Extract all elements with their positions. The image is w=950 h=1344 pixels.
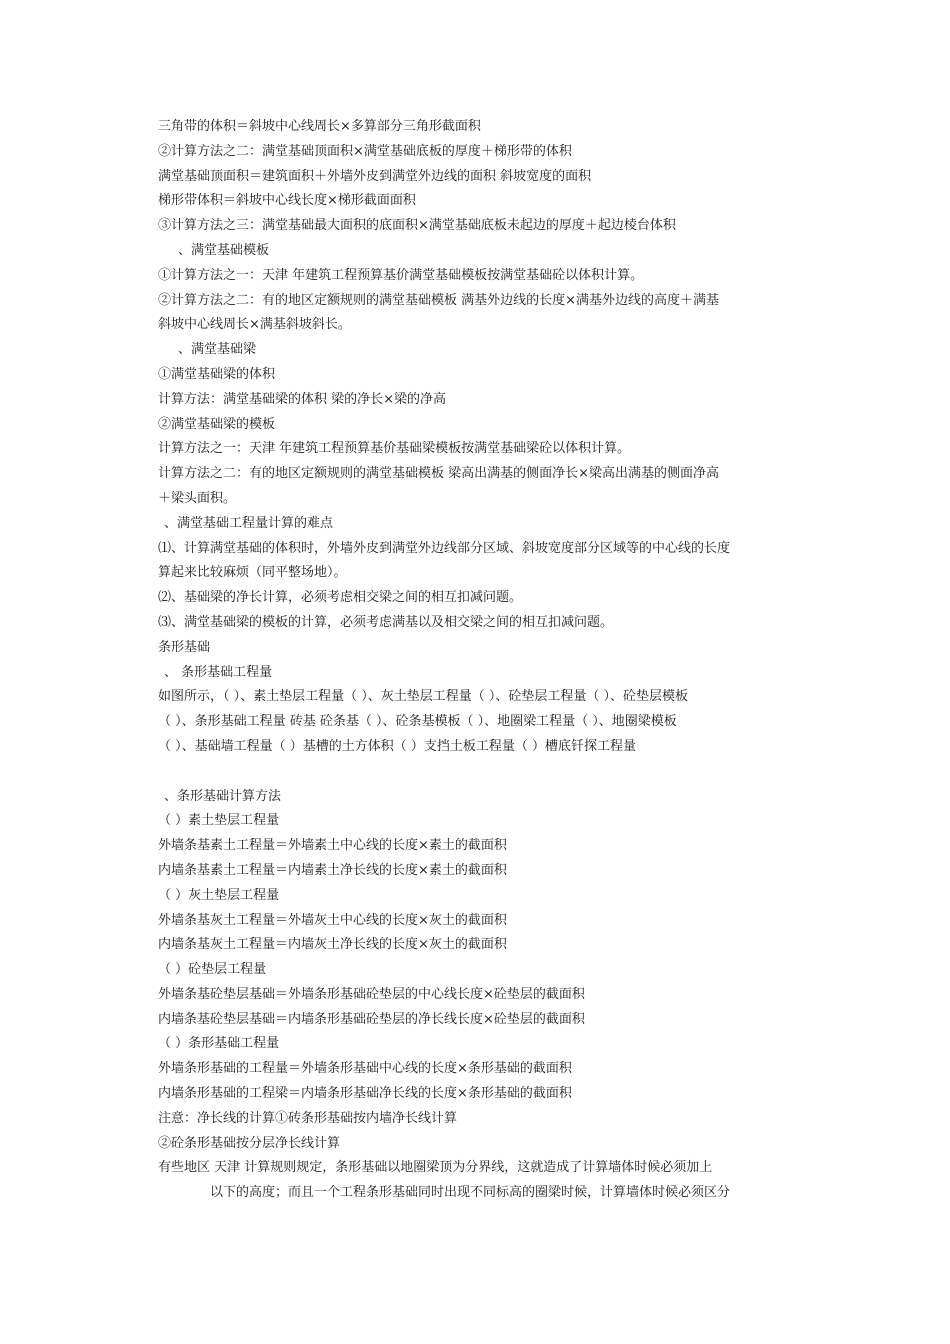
text-line: ②计算方法之二：满堂基础顶面积×满堂基础底板的厚度＋梯形带的体积 (158, 143, 572, 159)
text-line: 有些地区 天津 计算规则规定，条形基础以地圈梁顶为分界线，这就造成了计算墙体时候必须加上 (158, 1160, 713, 1176)
text-line: ＋梁头面积。 (158, 490, 237, 506)
text-line: 外墙条基砼垫层基础＝外墙条形基础砼垫层的中心线长度×砼垫层的截面积 (158, 986, 585, 1002)
text-line: （ ）条形基础工程量 (158, 1036, 280, 1052)
text-line: 计算方法：满堂基础梁的体积 梁的净长×梁的净高 (158, 391, 447, 407)
text-line: 算起来比较麻烦（同平整场地）。 (158, 565, 347, 581)
text-line: ⑵、基础梁的净长计算，必须考虑相交梁之间的相互扣减问题。 (158, 590, 523, 606)
text-line: 外墙条基素土工程量＝外墙素土中心线的长度×素土的截面积 (158, 838, 507, 854)
document-body (158, 115, 790, 1206)
section-heading: 、条形基础计算方法 (164, 788, 282, 804)
text-line: 斜坡中心线周长×满基斜坡斜长。 (158, 317, 351, 333)
section-heading: 、 条形基础工程量 (164, 664, 273, 680)
text-line: 以下的高度；而且一个工程条形基础同时出现不同标高的圈梁时候，计算墙体时候必须区分 (210, 1185, 731, 1201)
text-line: 如图所示，（ ）、素土垫层工程量（ ）、灰土垫层工程量（ ）、砼垫层工程量（ ）、砼垫层模板 (158, 689, 689, 705)
text-line: 内墙条基砼垫层基础＝内墙条形基础砼垫层的净长线长度×砼垫层的截面积 (158, 1011, 585, 1027)
text-line: （ ）砼垫层工程量 (158, 962, 267, 978)
text-line: 内墙条形基础的工程梁＝内墙条形基础净长线的长度×条形基础的截面积 (158, 1086, 572, 1102)
text-line: 计算方法之二：有的地区定额规则的满堂基础模板 梁高出满基的侧面净长×梁高出满基的侧面净高 (158, 466, 720, 482)
text-line: ②砼条形基础按分层净长线计算 (158, 1135, 341, 1151)
blank-line (158, 760, 790, 785)
section-heading: 、满堂基础工程量计算的难点 (164, 515, 334, 531)
text-line: 计算方法之一：天津 年建筑工程预算基价基础梁模板按满堂基础梁砼以体积计算。 (158, 441, 631, 457)
text-line: 内墙条基灰土工程量＝内墙灰土净长线的长度×灰土的截面积 (158, 937, 507, 953)
text-line: （ ）、条形基础工程量 砖基 砼条基（ ）、砼条基模板（ ）、地圈梁工程量（ ）、地圈梁模板 (158, 714, 677, 730)
text-line: （ ）、基础墙工程量（ ）基槽的土方体积（ ）支挡土板工程量（ ）槽底钎探工程量 (158, 738, 637, 754)
text-line: ②满堂基础梁的模板 (158, 416, 276, 432)
text-line: （ ）素土垫层工程量 (158, 813, 280, 829)
text-line: 满堂基础顶面积＝建筑面积＋外墙外皮到满堂外边线的面积 斜坡宽度的面积 (158, 168, 592, 184)
text-line: ①满堂基础梁的体积 (158, 366, 276, 382)
text-line: ①计算方法之一：天津 年建筑工程预算基价满堂基础模板按满堂基础砼以体积计算。 (158, 267, 644, 283)
section-heading: 、满堂基础模板 (178, 242, 270, 258)
text-line: 内墙条基素土工程量＝内墙素土净长线的长度×素土的截面积 (158, 862, 507, 878)
text-line: 外墙条基灰土工程量＝外墙灰土中心线的长度×灰土的截面积 (158, 912, 507, 928)
text-line: ⑴、计算满堂基础的体积时，外墙外皮到满堂外边线部分区域、斜坡宽度部分区域等的中心线的长度 (158, 540, 731, 556)
text-line: ②计算方法之二：有的地区定额规则的满堂基础模板 满基外边线的长度×满基外边线的高度＋满基 (158, 292, 720, 308)
text-line: ⑶、满堂基础梁的模板的计算，必须考虑满基以及相交梁之间的相互扣减问题。 (158, 614, 614, 630)
text-line: 梯形带体积＝斜坡中心线长度×梯形截面面积 (158, 193, 416, 209)
text-line: （ ）灰土垫层工程量 (158, 887, 280, 903)
chapter-heading: 条形基础 (158, 639, 211, 655)
text-line: 三角带的体积＝斜坡中心线周长×多算部分三角形截面积 (158, 119, 481, 134)
text-line: 注意：净长线的计算①砖条形基础按内墙净长线计算 (158, 1110, 458, 1126)
text-line: 外墙条形基础的工程量＝外墙条形基础中心线的长度×条形基础的截面积 (158, 1061, 572, 1077)
section-heading: 、满堂基础梁 (178, 342, 257, 358)
text-line: ③计算方法之三：满堂基础最大面积的底面积×满堂基础底板未起边的厚度＋起边棱台体积 (158, 218, 676, 234)
